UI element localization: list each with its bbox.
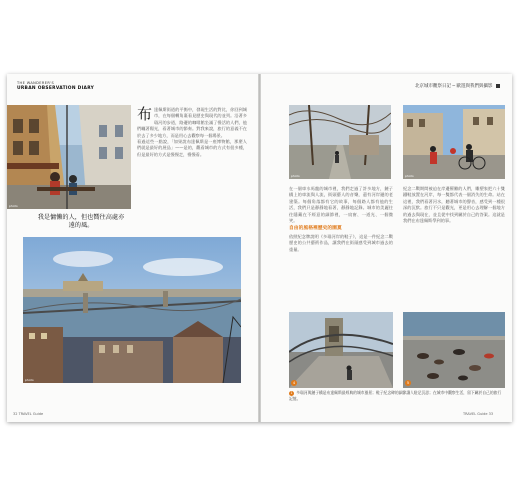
photo-number-tag: 4 [292,381,296,385]
pull-quote: 我是慵懶的人，但也嚮往高處亦遠的風。 [37,214,125,229]
photo-credit: photo [25,378,34,382]
caption-number-badge: 1 [290,390,293,395]
brand-logo [17,82,94,91]
photo-credit: photo [291,174,300,178]
tree-street-photo [289,105,391,179]
drop-cap: 布 [137,105,153,123]
right-column-2-paragraph: 紀念二戰期間被迫在岸邊罹難的人們，雕塑家把六十雙鐵鞋放置在河岸，每一雙都代表一個消失的生命。站在這裡，我們看著河水，聽著城市的聲音，感受到一種很深的沉默。旅行不只是觀光，更是用心去理解一個地方的過去與現在，並且從中找到屬於自己的答案。這就是我們在布達佩斯學到的事。 [403,186,505,224]
photo-number-tag: 5 [406,381,410,385]
left-page [7,74,258,422]
left-paragraph-1: 達佩斯街道的平衡中，發現生活的對比，你回到城市，在每個轉角裏看見歷史與現代的並列。沿著多瑙河的步道，路邊的咖啡館坐滿了慢活的人們，他們曬著陽光，看著城市的節奏。對我來說，旅行的意義不在於去了多少地方，而是用心去觀察每一個場景。 [137,107,247,138]
right-folio: TRAVEL Guide 33 [463,412,494,416]
cafe-street-illustration [7,105,131,209]
shoes-memorial-illustration [403,312,505,388]
right-subhead: 自由的風格裡歷史的園夏 [289,226,342,232]
right-header-text: 北京城市觀察日記 ─ 歐遊與我們與攝影 [414,84,493,89]
brand-title: URBAN OBSERVATION DIARY [17,85,95,91]
right-page-header [415,83,500,89]
left-folio: 32 TRAVEL Guide [13,412,44,416]
right-page [261,74,512,422]
chain-bridge-illustration [289,312,393,388]
street-performer-illustration [403,105,505,179]
right-column-1-paragraph: 在一個車水馬龍的城市裡，我們走過了許多地方，鏈子橋上的車流與人流，街頭藝人的音樂，還有河岸邊的老建築。每個角落都有它的故事，每個路人都有他的生活，我們只是靜靜地看著，靜靜地記錄。城市的美麗往往隱藏在不經意的細節裡，一扇窗、一道光、一個微笑。 [289,186,393,224]
right-column-1-paragraph-2: 依照紀念牌說明《多瑙河岸的鞋子》，這是一件紀念二戰歷史的公共藝術作品，讓我們在街頭感受到城市過去的重量。 [289,233,393,252]
brand-top-line: THE WANDERER'S [17,81,55,85]
danube-panorama-illustration [23,237,241,383]
photo-credit: photo [9,204,18,208]
photo-caption [289,390,503,402]
header-square-icon [496,84,500,88]
danube-panorama-photo [23,237,241,383]
caption-text: 多瑙河與鏈子橋是布達佩斯最經典的城市風景；鞋子紀念碑的細節讓人駐足沉思；在城市中觀察生活，留下屬於自己的旅行記憶。 [289,390,502,402]
tree-street-illustration [289,105,391,179]
shoes-memorial-photo [403,312,505,388]
magazine-spread [7,74,512,422]
street-performer-photo [403,105,505,179]
chain-bridge-photo [289,312,393,388]
photo-credit: photo [405,174,414,178]
cafe-street-photo [7,105,131,209]
left-paragraph-2: 看過這些一點說，「如果說布達佩斯是一座博物館，那麼人們就是最好的展品」——是的，觀看城市的方式有很多種，但是最好的方式是慢慢走，慢慢看。 [137,139,247,157]
